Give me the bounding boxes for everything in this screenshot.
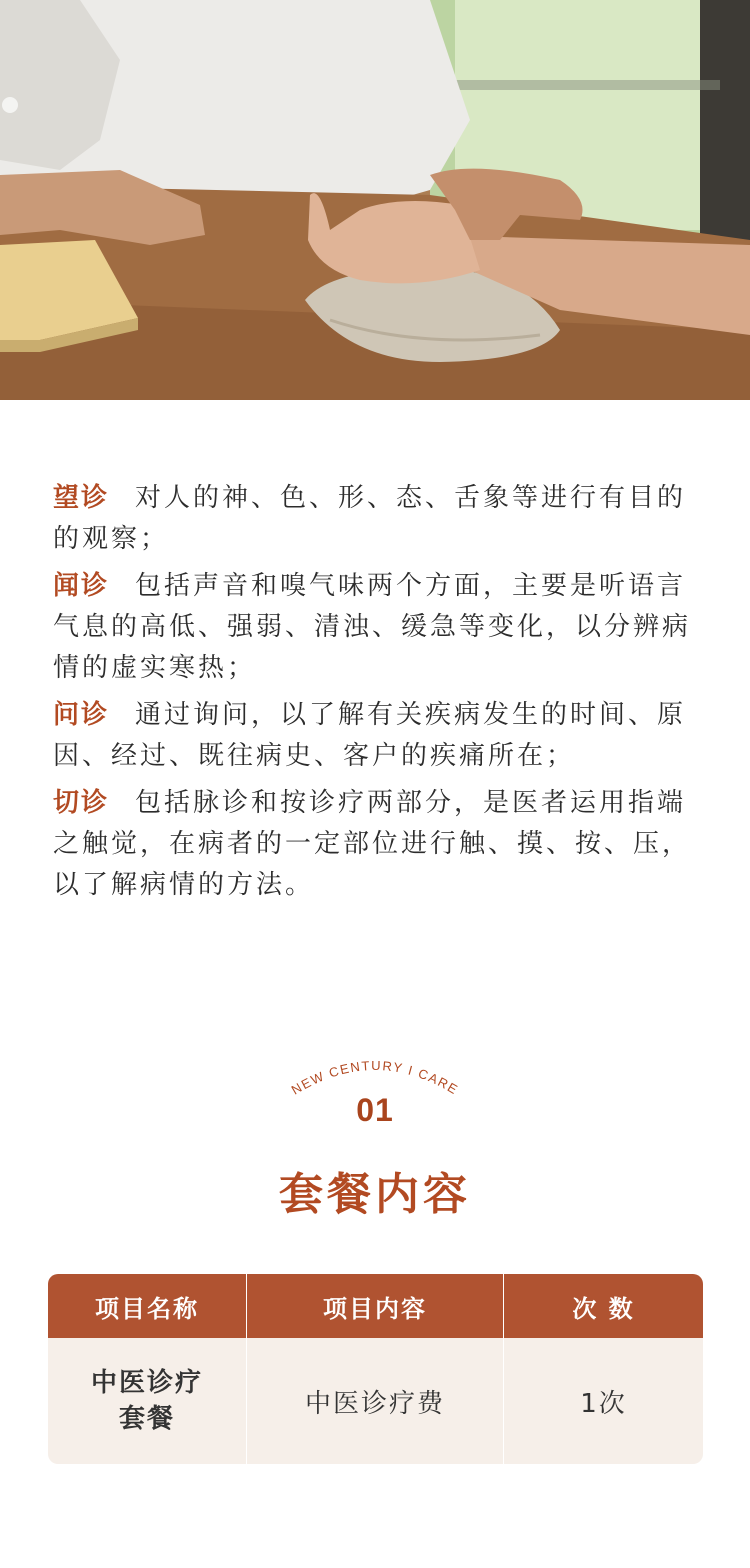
diagnosis-item-listening [53,566,703,689]
diagnosis-item-inspection [53,478,703,560]
table-cell-name [48,1338,247,1464]
package-name-line2: 套餐 [118,1404,175,1434]
diagnosis-term: 问诊 [53,700,110,730]
table-cell-content: 中医诊疗费 [247,1338,504,1464]
table-header-content: 项目内容 [247,1274,504,1338]
diagnosis-text: 通过询问，以了解有关疾病发生的时间、原因、经过、既往病史、客户的疾痛所在； [53,700,687,771]
diagnosis-item-inquiry [53,695,703,777]
diagnosis-term: 切诊 [53,788,110,818]
package-table [48,1274,703,1464]
diagnosis-description [53,478,703,912]
diagnosis-text: 包括声音和嗅气味两个方面，主要是听语言气息的高低、强弱、清浊、缓急等变化，以分辨病情的虚实寒热； [53,571,692,683]
diagnosis-item-palpation [53,783,703,906]
table-header-count: 次 数 [504,1274,703,1338]
section-title: 套餐内容 [279,1169,471,1220]
table-cell-count: 1次 [504,1338,703,1464]
hero-photo [0,0,750,400]
diagnosis-term: 闻诊 [53,571,110,601]
section-tagline: NEW CENTURY I CARE [288,1057,462,1098]
package-name-line1: 中医诊疗 [90,1368,203,1398]
diagnosis-text: 包括脉诊和按诊疗两部分，是医者运用指端之触觉，在病者的一定部位进行触、摸、按、压，以了解病情的方法。 [53,788,692,900]
table-header-name: 项目名称 [48,1274,247,1338]
section-number: 01 [356,1092,394,1128]
diagnosis-term: 望诊 [53,483,110,513]
diagnosis-text: 对人的神、色、形、态、舌象等进行有目的的观察； [53,483,687,554]
